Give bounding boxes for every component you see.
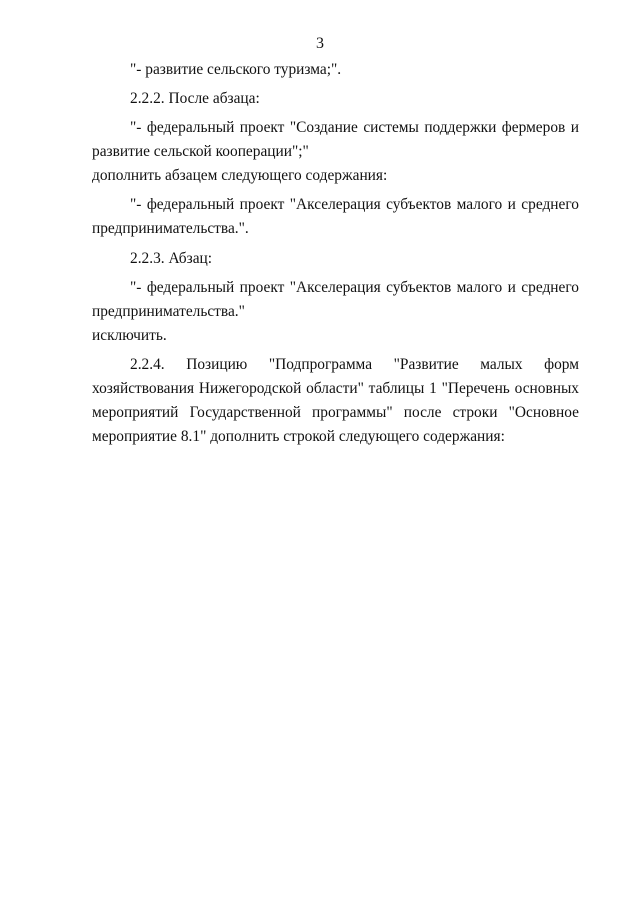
paragraph-2-2-2-heading: 2.2.2. После абзаца: [130, 90, 260, 107]
paragraph-add-instruction: дополнить абзацем следующего содержания: [92, 167, 388, 184]
paragraph-acceleration-project-removed: "- федеральный проект "Акселерация субъектов малого и среднего предпринимательства." [92, 279, 579, 320]
paragraph-farmer-support-project: "- федеральный проект "Создание системы поддержки фермеров и развитие сельской кооперации";" [92, 119, 579, 160]
page-number: 3 [316, 35, 324, 52]
paragraph-2-2-4-position: 2.2.4. Позицию "Подпрограмма "Развитие малых форм хозяйствования Нижегородской области" таблицы 1 "Перечень основных мероприятий Государственной программы" после строки "Основное мероприятие 8.1" дополнить строкой следующего содержания: [92, 356, 579, 445]
paragraph-acceleration-project-added: "- федеральный проект "Акселерация субъектов малого и среднего предпринимательства.". [92, 196, 579, 237]
paragraph-exclude-instruction: исключить. [92, 327, 167, 344]
document-body [92, 58, 579, 449]
paragraph-rural-tourism: "- развитие сельского туризма;". [130, 61, 342, 78]
paragraph-2-2-3-heading: 2.2.3. Абзац: [130, 250, 213, 267]
